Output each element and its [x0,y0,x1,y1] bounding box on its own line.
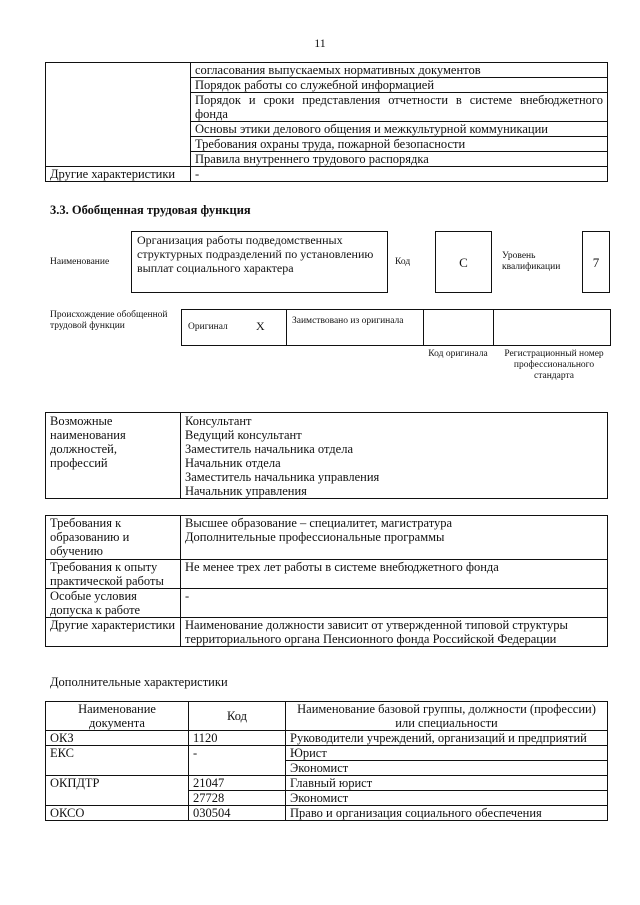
table-row [46,413,608,499]
borrowed-label: Заимствовано из оригинала [292,316,404,326]
other-label: Другие характеристики [46,618,181,647]
table-header-row [46,702,608,731]
knowledge-item: Требования охраны труда, пожарной безопасности [191,137,608,152]
education-list [181,516,608,560]
divider [493,310,494,345]
knowledge-item: Порядок и сроки представления отчетности в системе внебюджетного фонда [191,93,608,122]
name-cell: Право и организация социального обеспечения [286,806,608,821]
code-label: Код [395,257,411,267]
original-mark: X [256,319,265,333]
name-cell: Юрист [286,746,608,761]
additional-title: Дополнительные характеристики [50,675,228,689]
original-label: Оригинал [188,322,228,332]
header-name: Наименование базовой группы, должности (профессии) или специальности [286,702,608,731]
merged-label-cell [46,63,191,167]
table-row [46,63,608,78]
code-cell: 1120 [189,731,286,746]
code-original-caption: Код оригинала [428,349,488,359]
position-item: Начальник отдела [185,456,281,470]
other-label: Другие характеристики [46,167,191,182]
additional-table [45,701,608,821]
table-row [46,806,608,821]
other-value: Наименование должности зависит от утвержденной типовой структуры территориального органа Пенсионного фонда Российской Федерации [181,618,608,647]
table-row [46,731,608,746]
table-row [46,516,608,560]
origin-box [181,309,611,346]
position-item: Ведущий консультант [185,428,302,442]
table-row [46,746,608,761]
divider [423,310,424,345]
education-item: Дополнительные профессиональные программы [185,530,445,544]
origin-label: Происхождение обобщенной трудовой функции [50,310,168,331]
doc-cell: ОКПДТР [46,776,189,806]
header-code: Код [189,702,286,731]
level-label: Уровень квалификации [502,251,561,272]
special-label: Особые условия допуска к работе [46,589,181,618]
knowledge-item: согласования выпускаемых нормативных документов [191,63,608,78]
experience-value: Не менее трех лет работы в системе внебюджетного фонда [181,560,608,589]
level-value-box: 7 [582,231,610,293]
knowledge-item: Порядок работы со служебной информацией [191,78,608,93]
knowledge-table [45,62,608,182]
name-cell: Экономист [286,791,608,806]
divider [286,310,287,345]
code-cell: - [189,746,286,776]
code-cell: 21047 [189,776,286,791]
reg-number-caption: Регистрационный номер профессионального стандарта [504,349,604,381]
requirements-table [45,515,608,647]
position-item: Консультант [185,414,252,428]
code-cell: 27728 [189,791,286,806]
positions-list [181,413,608,499]
experience-label: Требования к опыту практической работы [46,560,181,589]
section-title: 3.3. Обобщенная трудовая функция [50,203,251,217]
doc-cell: ЕКС [46,746,189,776]
name-cell: Руководители учреждений, организаций и предприятий [286,731,608,746]
position-item: Заместитель начальника управления [185,470,380,484]
doc-cell: ОКЗ [46,731,189,746]
function-name-box: Организация работы подведомственных структурных подразделений по установлению выплат социального характера [131,231,388,293]
code-value-box: C [435,231,492,293]
positions-table [45,412,608,499]
special-value: - [181,589,608,618]
education-label: Требования к образованию и обучению [46,516,181,560]
other-value: - [191,167,608,182]
knowledge-item: Основы этики делового общения и межкультурной коммуникации [191,122,608,137]
table-row [46,560,608,589]
header-doc: Наименование документа [46,702,189,731]
position-item: Начальник управления [185,484,307,498]
doc-cell: ОКСО [46,806,189,821]
position-item: Заместитель начальника отдела [185,442,353,456]
name-cell: Главный юрист [286,776,608,791]
knowledge-item: Правила внутреннего трудового распорядка [191,152,608,167]
table-row [46,589,608,618]
name-cell: Экономист [286,761,608,776]
code-cell: 030504 [189,806,286,821]
positions-label: Возможные наименования должностей, профессий [46,413,181,499]
page-number: 11 [314,36,326,50]
education-item: Высшее образование – специалитет, магистратура [185,516,453,530]
name-label: Наименование [50,257,110,267]
table-row [46,618,608,647]
table-row [46,776,608,791]
table-row [46,167,608,182]
